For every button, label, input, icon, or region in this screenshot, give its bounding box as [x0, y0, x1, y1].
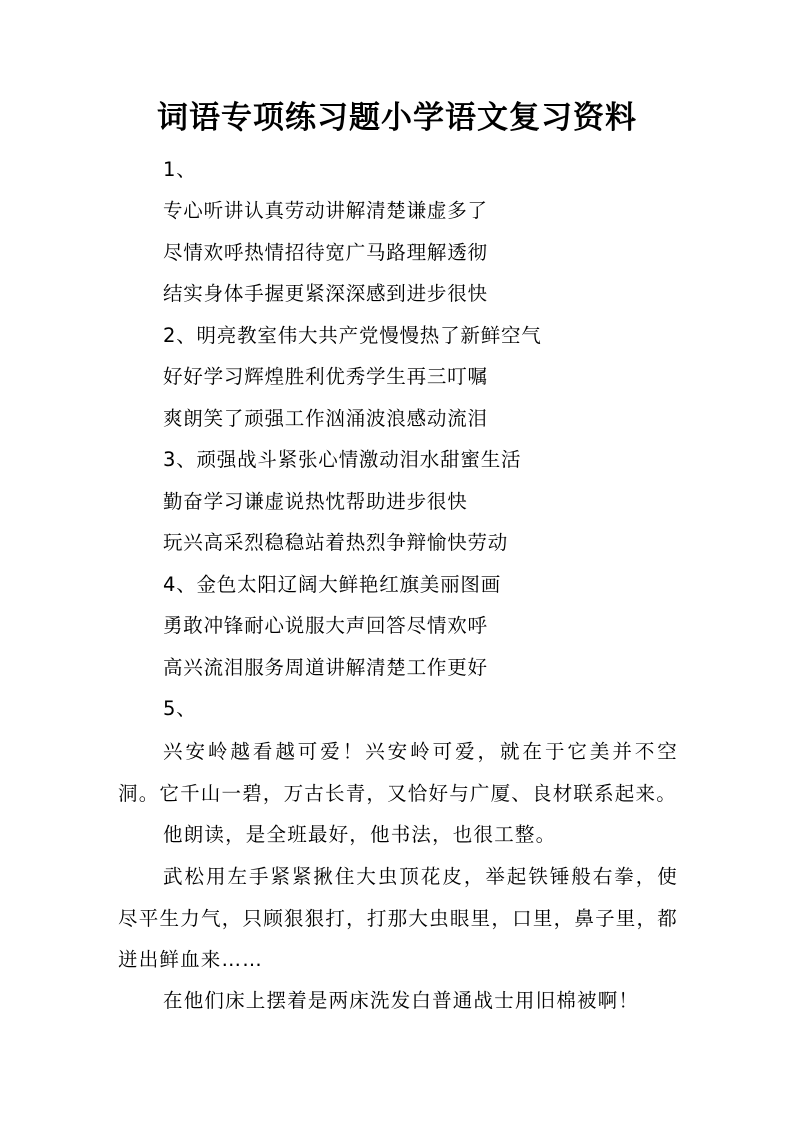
exercise-line: 尽情欢呼热情招待宽广马路理解透彻 — [163, 241, 488, 264]
paragraph: 兴安岭越看越可爱！兴安岭可爱，就在于它美并不空洞。它千山一碧，万古长青，又恰好与广厦、良材联系起来。 — [118, 740, 678, 805]
exercise-line: 3、顽强战斗紧张心情激动泪水甜蜜生活 — [163, 448, 522, 471]
exercise-line: 勇敢冲锋耐心说服大声回答尽情欢呼 — [163, 614, 488, 637]
exercise-line: 好好学习辉煌胜利优秀学生再三叮嘱 — [163, 365, 488, 388]
exercise-line: 5、 — [163, 697, 197, 720]
exercise-line: 勤奋学习谦虚说热忱帮助进步很快 — [163, 490, 468, 513]
paragraph: 武松用左手紧紧揪住大虫顶花皮，举起铁锤般右拳，使尽平生力气，只顾狠狠打，打那大虫眼里，口里，鼻子里，都迸出鲜血来…… — [118, 865, 678, 971]
exercise-line: 高兴流泪服务周道讲解清楚工作更好 — [163, 656, 488, 679]
exercise-line: 2、明亮教室伟大共产党慢慢热了新鲜空气 — [163, 324, 542, 347]
exercise-line: 1、 — [163, 158, 197, 181]
paragraph: 在他们床上摆着是两床洗发白普通战士用旧棉被啊！ — [163, 989, 640, 1012]
exercise-line: 玩兴高采烈稳稳站着热烈争辩愉快劳动 — [163, 531, 509, 554]
exercise-line: 专心听讲认真劳动讲解清楚谦虚多了 — [163, 199, 488, 222]
exercise-line: 4、金色太阳辽阔大鲜艳红旗美丽图画 — [163, 573, 502, 596]
exercise-line: 爽朗笑了顽强工作汹涌波浪感动流泪 — [163, 407, 488, 430]
exercise-line: 结实身体手握更紧深深感到进步很快 — [163, 282, 488, 305]
paragraph: 他朗读，是全班最好，他书法，也很工整。 — [163, 823, 557, 846]
document-title: 词语专项练习题小学语文复习资料 — [157, 100, 637, 136]
